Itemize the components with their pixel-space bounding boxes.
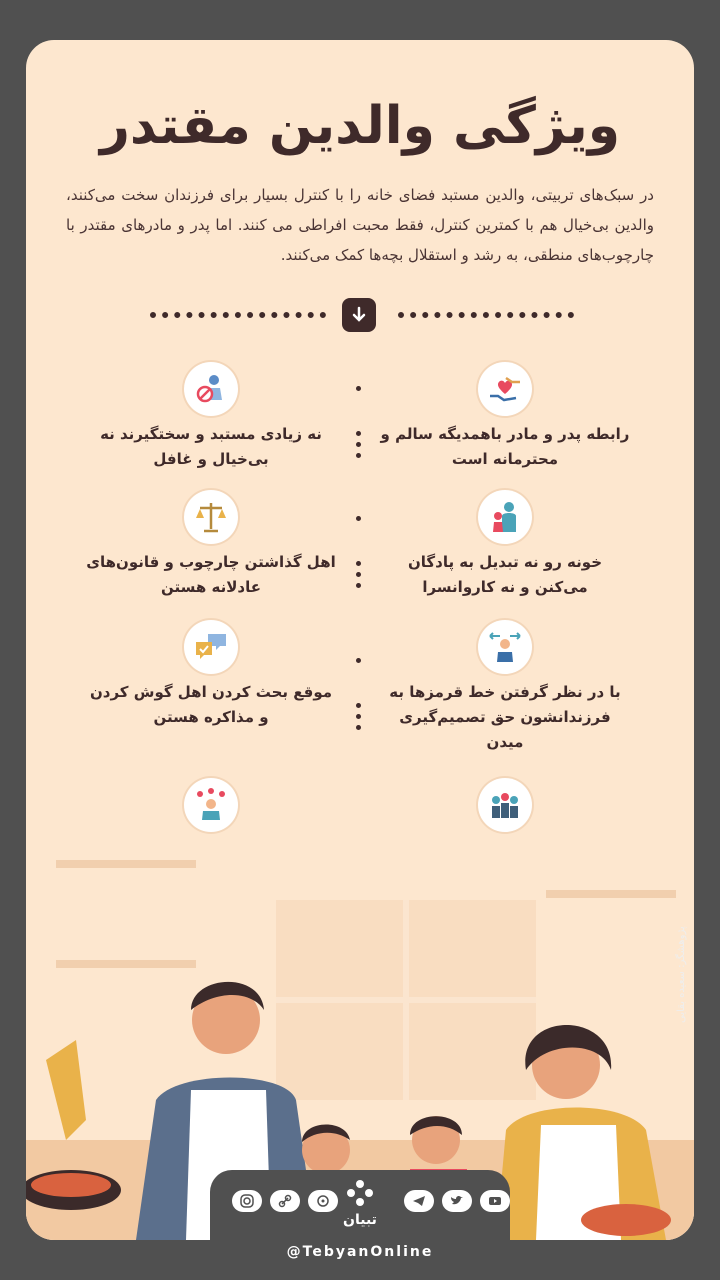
chat-bubbles-icon: [184, 620, 238, 674]
page-title: ویژگی والدین مقتدر: [99, 96, 621, 156]
list-item: [86, 490, 336, 600]
infographic-card: [26, 40, 694, 1240]
item-text: اهل گذاشتن چارچوب و قانون‌های عادلانه هستن: [86, 553, 336, 596]
heart-hands-icon: [478, 362, 532, 416]
equal-people-icon: [478, 778, 532, 832]
item-text: با در نظر گرفتن خط قرمزها به فرزندانشون حق تصمیم‌گیری میدن: [389, 683, 621, 751]
responsibility-person-icon: [184, 778, 238, 832]
brand-logo[interactable]: [332, 1178, 388, 1228]
row-separator: [356, 658, 362, 736]
divider-dots-left: [150, 312, 326, 324]
row-separator: [356, 516, 362, 594]
list-item: [380, 362, 630, 472]
credit-text: پژوهشگر: سعیده بقایی: [676, 926, 687, 1024]
social-handle[interactable]: @TebyanOnline: [286, 1244, 434, 1260]
decision-person-icon: [478, 620, 532, 674]
intro-paragraph: در سبک‌های تربیتی، والدین مستبد فضای خانه را با کنترل بسیار برای فرزندان سخت می‌کنند، والدین بی‌خیال هم با کمترین کنترل، فقط محبت افراطی می کنند. اما پدر و مادرهای مقتدر با چارچوب‌های منطقی، به رشد و استقلال بچه‌ها کمک می‌کنند.: [66, 186, 654, 264]
list-item: [86, 362, 336, 472]
twitter-icon[interactable]: [442, 1190, 472, 1212]
social-icons: [232, 1190, 338, 1212]
item-text: موقع بحث کردن اهل گوش کردن و مذاکره هستن: [89, 683, 333, 726]
arrow-down-icon: [342, 298, 376, 332]
tebyan-logo-icon: [345, 1178, 375, 1208]
list-item: [380, 620, 630, 755]
brand-name: تبیان: [343, 1212, 377, 1228]
row-separator: [356, 386, 362, 464]
youtube-icon[interactable]: [480, 1190, 510, 1212]
item-text: رابطه پدر و مادر باهمدیگه سالم و محترمانه است: [380, 425, 630, 468]
item-text: خونه رو نه تبدیل به پادگان می‌کنن و نه کاروانسرا: [407, 553, 603, 596]
divider-dots-right: [398, 312, 574, 324]
social-icons-right: [404, 1190, 510, 1212]
list-item: [380, 490, 630, 600]
family-icon: [478, 490, 532, 544]
no-entry-person-icon: [184, 362, 238, 416]
list-item: [86, 620, 336, 730]
item-text: نه زیادی مستبد و سختگیرند نه بی‌خیال و غافل: [100, 425, 322, 468]
instagram-icon[interactable]: [232, 1190, 262, 1212]
scales-icon: [184, 490, 238, 544]
link-icon[interactable]: [270, 1190, 300, 1212]
telegram-icon[interactable]: [404, 1190, 434, 1212]
